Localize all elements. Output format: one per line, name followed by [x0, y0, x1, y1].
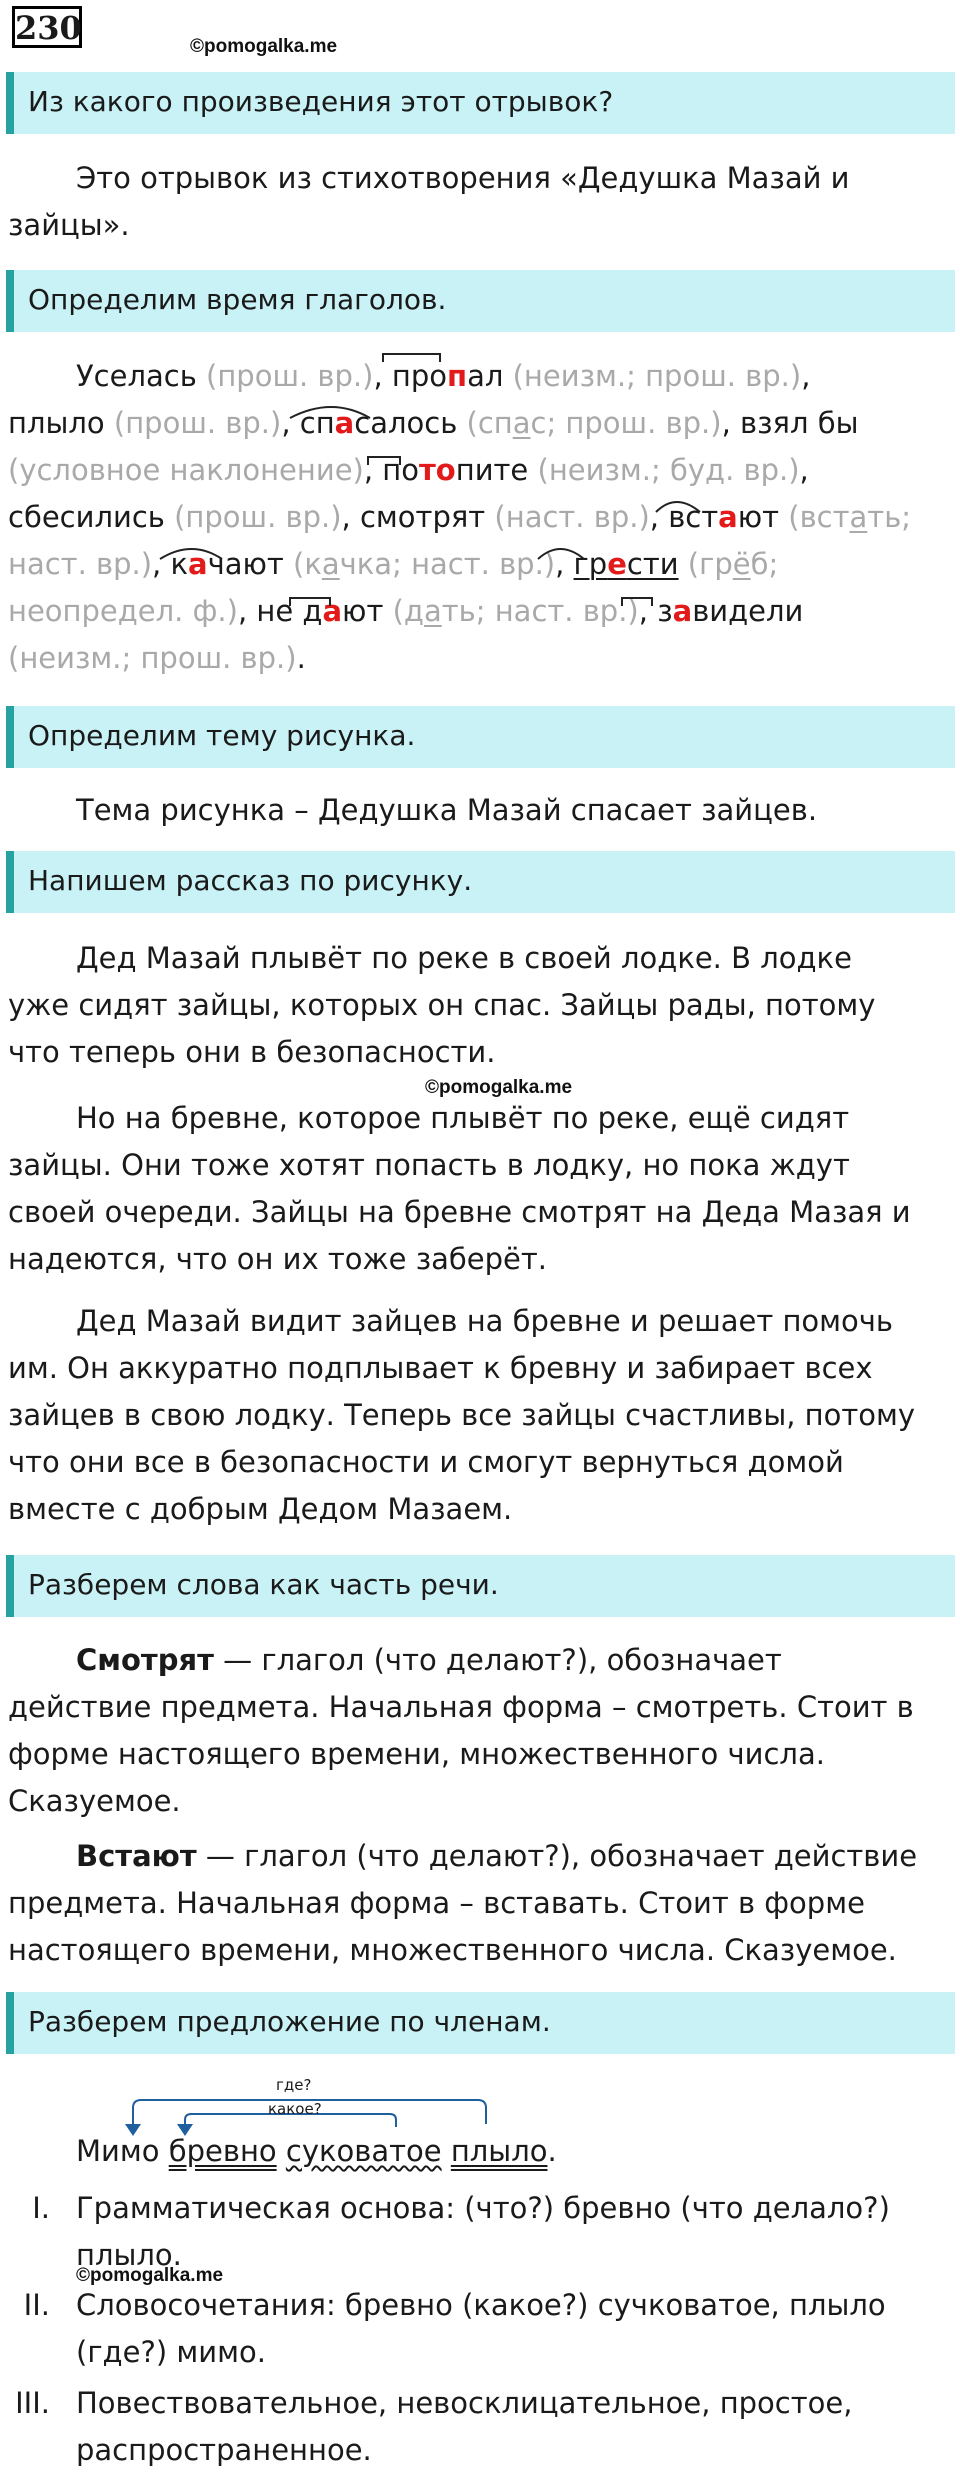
story-line: что они все в безопасности и смогут вернуться домой	[8, 1445, 844, 1479]
verbs-line-7: (неизм.; прош. вр.).	[8, 641, 306, 675]
analyzed-sentence: Мимо бревно суковатое плыло.	[76, 2134, 557, 2168]
word-analysis-line: Сказуемое.	[8, 1784, 181, 1818]
story-line: Дед Мазай плывёт по реке в своей лодке. В лодке	[76, 941, 852, 975]
list-number: I.	[32, 2191, 50, 2225]
list-item: Повествовательное, невосклицательное, простое,	[76, 2386, 853, 2420]
list-item: распространенное.	[76, 2433, 372, 2467]
list-item: (где?) мимо.	[76, 2335, 266, 2369]
verbs-line-5: наст. вр.), качают (качка; наст. вр.), грести (грёб;	[8, 547, 779, 581]
watermark: ©pomogalka.me	[425, 1077, 573, 1098]
story-line: своей очереди. Зайцы на бревне смотрят на Деда Мазая и	[8, 1195, 911, 1229]
paragraph-line: Это отрывок из стихотворения «Дедушка Мазай и	[76, 161, 850, 195]
paragraph-line: Тема рисунка – Дедушка Мазай спасает зайцев.	[76, 793, 818, 827]
word-analysis-line: Встают — глагол (что делают?), обозначает действие	[76, 1839, 918, 1873]
question-label: где?	[276, 2076, 312, 2094]
word-analysis-line: предмета. Начальная форма – вставать. Стоит в форме	[8, 1886, 865, 1920]
story-line: Дед Мазай видит зайцев на бревне и решает помочь	[76, 1304, 894, 1338]
story-line: Но на бревне, которое плывёт по реке, ещё сидят	[76, 1101, 850, 1135]
paragraph-line: зайцы».	[8, 208, 130, 242]
watermark: ©pomogalka.me	[190, 36, 338, 57]
list-number: III.	[15, 2386, 50, 2420]
section-header-story: Напишем рассказ по рисунку.	[6, 851, 955, 913]
word-analysis-line: форме настоящего времени, множественного числа.	[8, 1737, 825, 1771]
word-analysis-line: Смотрят — глагол (что делают?), обозначает	[76, 1643, 782, 1677]
list-number: II.	[23, 2288, 50, 2322]
verbs-line-4: сбесились (прош. вр.), смотрят (наст. вр.), встают (встать;	[8, 500, 912, 534]
section-header-verb-tense: Определим время глаголов.	[6, 270, 955, 332]
story-line: зайцев в свою лодку. Теперь все зайцы счастливы, потому	[8, 1398, 916, 1432]
watermark: ©pomogalka.me	[76, 2265, 224, 2286]
task-number-badge: 230	[12, 6, 82, 48]
verbs-line-2: плыло (прош. вр.), спасалось (спас; прош. вр.), взял бы	[8, 406, 859, 440]
verbs-line-3: (условное наклонение), потопите (неизм.; буд. вр.),	[8, 453, 809, 487]
section-header-sentence-analysis: Разберем предложение по членам.	[6, 1992, 955, 2054]
section-header-parts-of-speech: Разберем слова как часть речи.	[6, 1555, 955, 1617]
story-line: надеются, что он их тоже заберёт.	[8, 1242, 547, 1276]
section-header-picture-topic: Определим тему рисунка.	[6, 706, 955, 768]
verbs-line-1: Уселась (прош. вр.), пропал (неизм.; прош. вр.),	[76, 359, 811, 393]
story-line: вместе с добрым Дедом Мазаем.	[8, 1492, 513, 1526]
story-line: что теперь они в безопасности.	[8, 1035, 496, 1069]
verbs-line-6: неопредел. ф.), не дают (дать; наст. вр.), завидели	[8, 594, 804, 628]
section-header-source: Из какого произведения этот отрывок?	[6, 72, 955, 134]
story-line: зайцы. Они тоже хотят попасть в лодку, но пока ждут	[8, 1148, 850, 1182]
list-item: Грамматическая основа: (что?) бревно (что делало?)	[76, 2191, 890, 2225]
list-item: Словосочетания: бревно (какое?) сучковатое, плыло	[76, 2288, 886, 2322]
word-analysis-line: действие предмета. Начальная форма – смотреть. Стоит в	[8, 1690, 914, 1724]
list-item: плыло.	[76, 2238, 182, 2272]
word-analysis-line: настоящего времени, множественного числа. Сказуемое.	[8, 1933, 897, 1967]
story-line: уже сидят зайцы, которых он спас. Зайцы рады, потому	[8, 988, 876, 1022]
story-line: им. Он аккуратно подплывает к бревну и забирает всех	[8, 1351, 873, 1385]
question-label: какое?	[268, 2100, 322, 2118]
